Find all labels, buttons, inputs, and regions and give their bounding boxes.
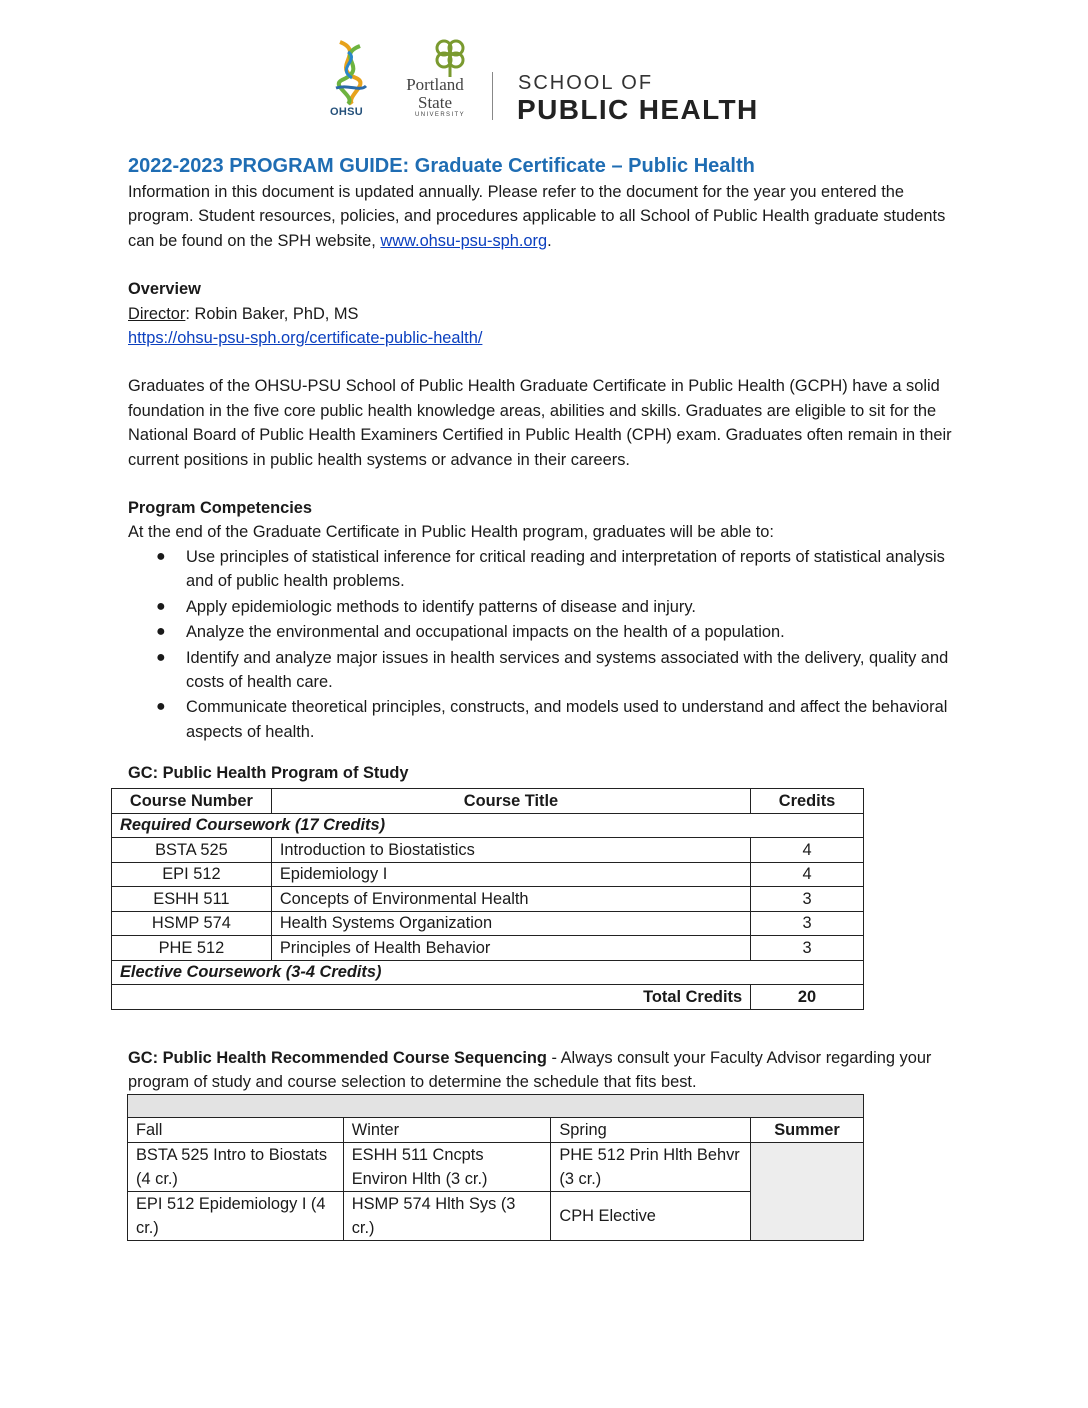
required-coursework-label: Required Coursework (17 Credits) — [112, 813, 864, 838]
sequencing-heading: GC: Public Health Recommended Course Sequencing — [128, 1049, 547, 1067]
term-winter: Winter — [343, 1118, 551, 1143]
table-row — [128, 1143, 864, 1192]
column-header: Credits — [751, 789, 864, 814]
total-credits-value: 20 — [751, 985, 864, 1010]
list-item — [128, 595, 968, 619]
table-header-row — [112, 789, 864, 814]
table-row — [112, 936, 864, 961]
list-item — [128, 695, 968, 744]
sequence-cell: CPH Elective — [551, 1192, 751, 1241]
program-of-study-caption: GC: Public Health Program of Study — [128, 764, 409, 782]
sequence-cell: HSMP 574 Hlth Sys (3 cr.) — [343, 1192, 551, 1241]
sequencing-note: - Always consult your Faculty Advisor regarding your program of study and course selection to determine the schedule that fits best. — [128, 1049, 932, 1092]
table-row — [112, 838, 864, 863]
psu-name-line2: State — [418, 93, 452, 112]
psu-name-line1: Portland — [406, 75, 464, 94]
course-credits: 4 — [751, 862, 864, 887]
competency-text: Analyze the environmental and occupational impacts on the health of a population. — [186, 623, 785, 642]
sequencing-intro — [128, 1046, 958, 1095]
table-row — [112, 960, 864, 985]
competency-text: Identify and analyze major issues in health services and systems associated with the delivery, quality and costs of health care. — [186, 648, 949, 691]
course-title: Introduction to Biostatistics — [271, 838, 750, 863]
intro-period: . — [547, 231, 552, 250]
program-url-link[interactable]: https://ohsu-psu-sph.org/certificate-public-health/ — [128, 329, 483, 348]
psu-name — [398, 76, 472, 112]
course-number: BSTA 525 — [112, 838, 272, 863]
document-body — [128, 152, 968, 745]
column-header: Course Title — [271, 789, 750, 814]
director-line — [128, 302, 968, 326]
program-description: Graduates of the OHSU-PSU School of Public Health Graduate Certificate in Public Health (GCPH) have a solid foundation in the five core public health knowledge areas, abilities and skills. Graduates are eligible to sit for the National Board of Public Health Examiners Certified in Public Health (CPH) exam. Graduates often remain in their current positions in public health systems or advance in their careers. — [128, 377, 952, 469]
course-number: ESHH 511 — [112, 887, 272, 912]
course-title: Concepts of Environmental Health — [271, 887, 750, 912]
bullet-icon: ● — [156, 648, 166, 666]
competency-text: Communicate theoretical principles, constructs, and models used to understand and affect the behavioral aspects of health. — [186, 698, 948, 741]
bullet-icon: ● — [156, 597, 166, 615]
list-item — [128, 620, 968, 644]
sequence-cell: PHE 512 Prin Hlth Behvr (3 cr.) — [551, 1143, 751, 1192]
table-header-row — [128, 1118, 864, 1143]
course-number: HSMP 574 — [112, 911, 272, 936]
competencies-heading: Program Competencies — [128, 499, 312, 518]
sph-public-health: PUBLIC HEALTH — [517, 94, 759, 125]
course-number: EPI 512 — [112, 862, 272, 887]
ohsu-helix-icon — [326, 38, 376, 106]
table-row — [112, 985, 864, 1010]
sph-website-link[interactable]: www.ohsu-psu-sph.org — [380, 231, 548, 250]
bullet-icon: ● — [156, 698, 166, 716]
course-credits: 3 — [751, 936, 864, 961]
list-item — [128, 646, 968, 695]
term-fall: Fall — [128, 1118, 344, 1143]
psu-leaf-icon — [432, 38, 468, 78]
term-spring: Spring — [551, 1118, 751, 1143]
intro-paragraph — [128, 180, 968, 253]
elective-coursework-label: Elective Coursework (3-4 Credits) — [112, 960, 864, 985]
course-title: Epidemiology I — [271, 862, 750, 887]
program-url-line — [128, 326, 968, 350]
sequence-cell: ESHH 511 Cncpts Environ Hlth (3 cr.) — [343, 1143, 551, 1192]
sequence-cell: BSTA 525 Intro to Biostats (4 cr.) — [128, 1143, 344, 1192]
sph-school-of: SCHOOL OF — [518, 72, 654, 94]
director-label: Director — [128, 304, 186, 323]
intro-text: Information in this document is updated annually. Please refer to the document for the year you entered the program. Student resources, policies, and procedures applicable to all School of Public Health graduate students can be found on the SPH website, — [128, 183, 946, 250]
table-row — [112, 813, 864, 838]
term-summer: Summer — [751, 1118, 864, 1143]
table-row — [112, 911, 864, 936]
course-credits: 3 — [751, 887, 864, 912]
total-credits-label: Total Credits — [112, 985, 751, 1010]
course-title: Principles of Health Behavior — [271, 936, 750, 961]
course-number: PHE 512 — [112, 936, 272, 961]
bullet-icon: ● — [156, 547, 166, 565]
ohsu-label: OHSU — [330, 106, 363, 118]
competencies-list — [128, 545, 968, 744]
page-title: 2022-2023 PROGRAM GUIDE: Graduate Certificate – Public Health — [128, 155, 755, 177]
table-row — [112, 862, 864, 887]
director-name: : Robin Baker, PhD, MS — [185, 304, 359, 323]
course-credits: 4 — [751, 838, 864, 863]
sequence-cell: EPI 512 Epidemiology I (4 cr.) — [128, 1192, 344, 1241]
table-band-row — [128, 1095, 864, 1118]
overview-heading: Overview — [128, 280, 201, 299]
competency-text: Apply epidemiologic methods to identify patterns of disease and injury. — [186, 597, 696, 616]
ohsu-logo — [326, 38, 376, 122]
competency-text: Use principles of statistical inference for critical reading and interpretation of reports of statistical analysis and of public health problems. — [186, 547, 945, 591]
logo-bar — [326, 38, 766, 125]
course-title: Health Systems Organization — [271, 911, 750, 936]
program-of-study-table — [111, 788, 864, 1010]
table-row — [112, 887, 864, 912]
course-credits: 3 — [751, 911, 864, 936]
bullet-icon: ● — [156, 623, 166, 641]
summer-cell — [751, 1143, 864, 1241]
psu-university: UNIVERSITY — [414, 112, 465, 118]
competencies-lead: At the end of the Graduate Certificate in Public Health program, graduates will be able to: — [128, 523, 774, 542]
course-sequencing-table — [127, 1094, 864, 1241]
column-header: Course Number — [112, 789, 272, 814]
list-item — [128, 545, 968, 594]
logo-divider — [492, 72, 493, 120]
